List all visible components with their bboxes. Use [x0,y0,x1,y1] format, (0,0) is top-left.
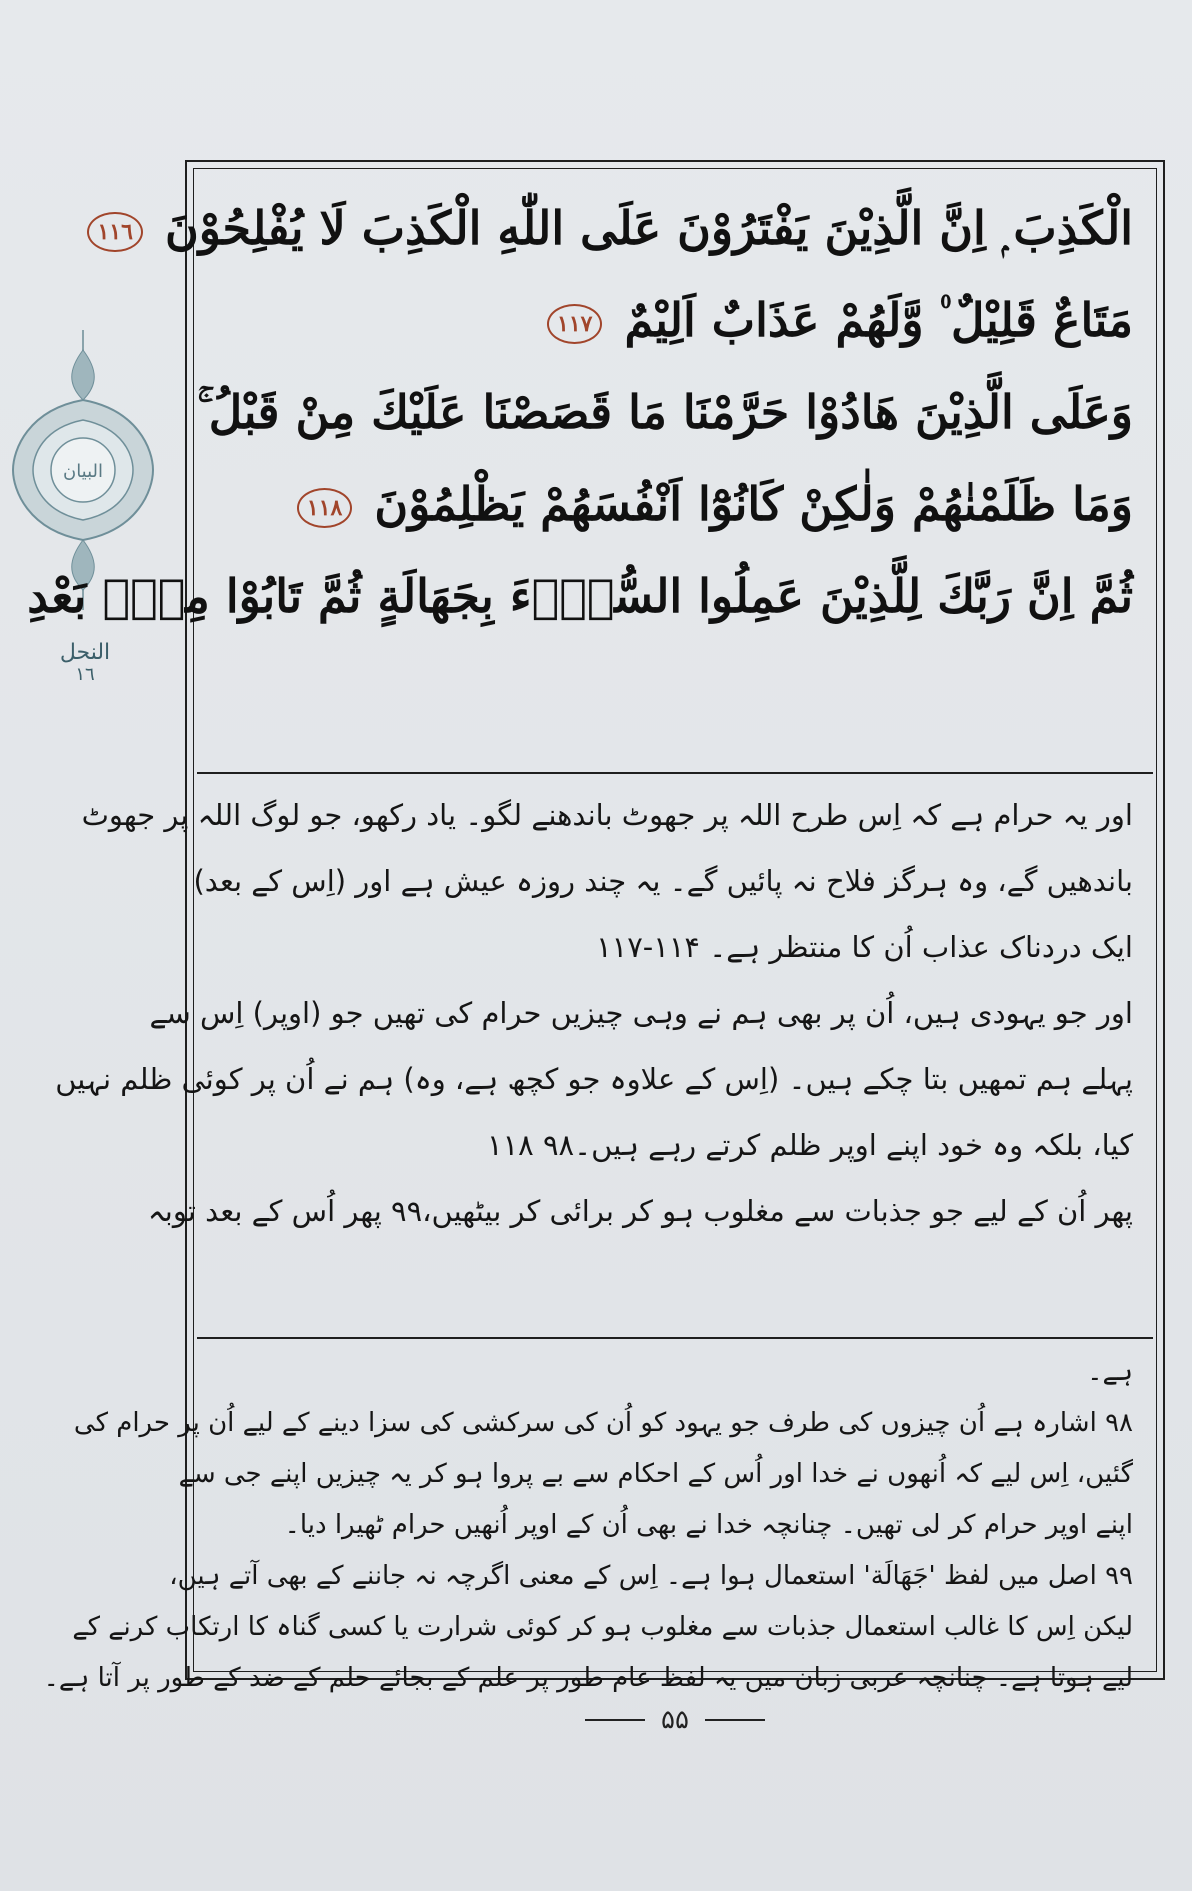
translation-line: ایک دردناک عذاب اُن کا منتظر ہے۔ ۱۱۴-۱۱۷ [596,930,1133,964]
page-number: ۵۵ [661,1705,689,1735]
footnote-line: اپنے اوپر حرام کر لی تھیں۔ چنانچہ خدا نے بھی اُن کے اوپر اُنھیں حرام ٹھیرا دیا۔ [284,1510,1133,1540]
page-footer [185,1700,1165,1740]
surah-name: النحل [59,640,111,665]
translation-line: باندھیں گے، وہ ہرگز فلاح نہ پائیں گے۔ یہ چند روزہ عیش ہے اور (اِس کے بعد) [193,864,1133,898]
section-divider [197,772,1153,774]
arabic-line [217,458,1133,550]
footer-dash [705,1719,765,1721]
footnote-line: لیے ہوتا ہے۔ چنانچہ عربی زبان میں یہ لفظ عام طور پر علم کے بجائے حلم کے ضد کے طور پر آتا ہے۔ [43,1663,1133,1693]
translation-line: پھر اُن کے لیے جو جذبات سے مغلوب ہو کر برائی کر بیٹھیں،۹۹ پھر اُس کے بعد توبہ [147,1194,1133,1228]
translation-block [55,782,1133,1332]
arabic-line [27,550,1133,642]
footer-dash [585,1719,645,1721]
section-divider [197,1337,1153,1339]
footnotes-block [43,1347,1133,1693]
arabic-line [97,182,1133,274]
arabic-line-text: وَعَلَى الَّذِيْنَ هَادُوْا حَرَّمْنَا مَا قَصَصْنَا عَلَيْكَ مِنْ قَبْلُ ۚ [197,385,1133,439]
arabic-line-text: الْكَذِبَ ۭ اِنَّ الَّذِيْنَ يَفْتَرُوْنَ عَلَى اللّٰهِ الْكَذِبَ لَا يُفْلِحُوْنَ [164,201,1133,255]
arabic-line [217,274,1133,366]
juz-number: ١٦ [75,664,95,686]
footnote-line: ہے۔ [1087,1357,1133,1387]
footnote-line: ۹۸ اشارہ ہے اُن چیزوں کی طرف جو یہود کو اُن کی سرکشی کی سزا دینے کے لیے اُن پر حرام کی [73,1408,1133,1438]
arabic-line-text: وَمَا ظَلَمْنٰهُمْ وَلٰكِنْ كَانُوْٓا اَنْفُسَهُمْ يَظْلِمُوْنَ [374,477,1133,531]
translation-line: کیا، بلکہ وہ خود اپنے اوپر ظلم کرتے رہے ہیں۔۹۸ ۱۱۸ [487,1128,1133,1162]
translation-line: اور جو یہودی ہیں، اُن پر بھی ہم نے وہی چیزیں حرام کی تھیں جو (اوپر) اِس سے [149,996,1133,1030]
ornament-badge-text: البيان [62,461,104,482]
arabic-line-text: مَتَاعٌ قَلِيْلٌ ۠ وَّلَهُمْ عَذَابٌ اَلِيْمٌ [624,293,1133,347]
footnote-line: لیکن اِس کا غالب استعمال جذبات سے مغلوب ہو کر کوئی شرارت یا کسی گناہ کا ارتکاب کرنے کے [72,1612,1133,1642]
translation-line: اور یہ حرام ہے کہ اِس طرح اللہ پر جھوٹ باندھنے لگو۔ یاد رکھو، جو لوگ اللہ پر جھوٹ [81,798,1133,832]
arabic-line [197,366,1133,458]
footnote-line: ۹۹ اصل میں لفظ 'جَهَالَة' استعمال ہوا ہے۔ اِس کے معنی اگرچہ نہ جاننے کے بھی آتے ہیں، [169,1561,1133,1591]
surah-label [20,640,150,686]
footnote-line: گئیں، اِس لیے کہ اُنھوں نے خدا اور اُس کے احکام سے بے پروا ہو کر یہ چیزیں اپنے جی سے [178,1459,1133,1489]
ayah-number-marker: ١١٨ [297,488,352,528]
ayah-number-marker: ١١٧ [547,304,602,344]
ayah-number-marker: ١١٦ [87,212,142,252]
translation-line: پہلے ہم تمھیں بتا چکے ہیں۔ (اِس کے علاوہ جو کچھ ہے، وہ) ہم نے اُن پر کوئی ظلم نہیں [55,1062,1133,1096]
arabic-line-text: ثُمَّ اِنَّ رَبَّكَ لِلَّذِيْنَ عَمِلُوا السُّوْۗءَ بِجَهَالَةٍ ثُمَّ تَابُوْا مِنْۢ بَعْدِ [27,569,1133,623]
